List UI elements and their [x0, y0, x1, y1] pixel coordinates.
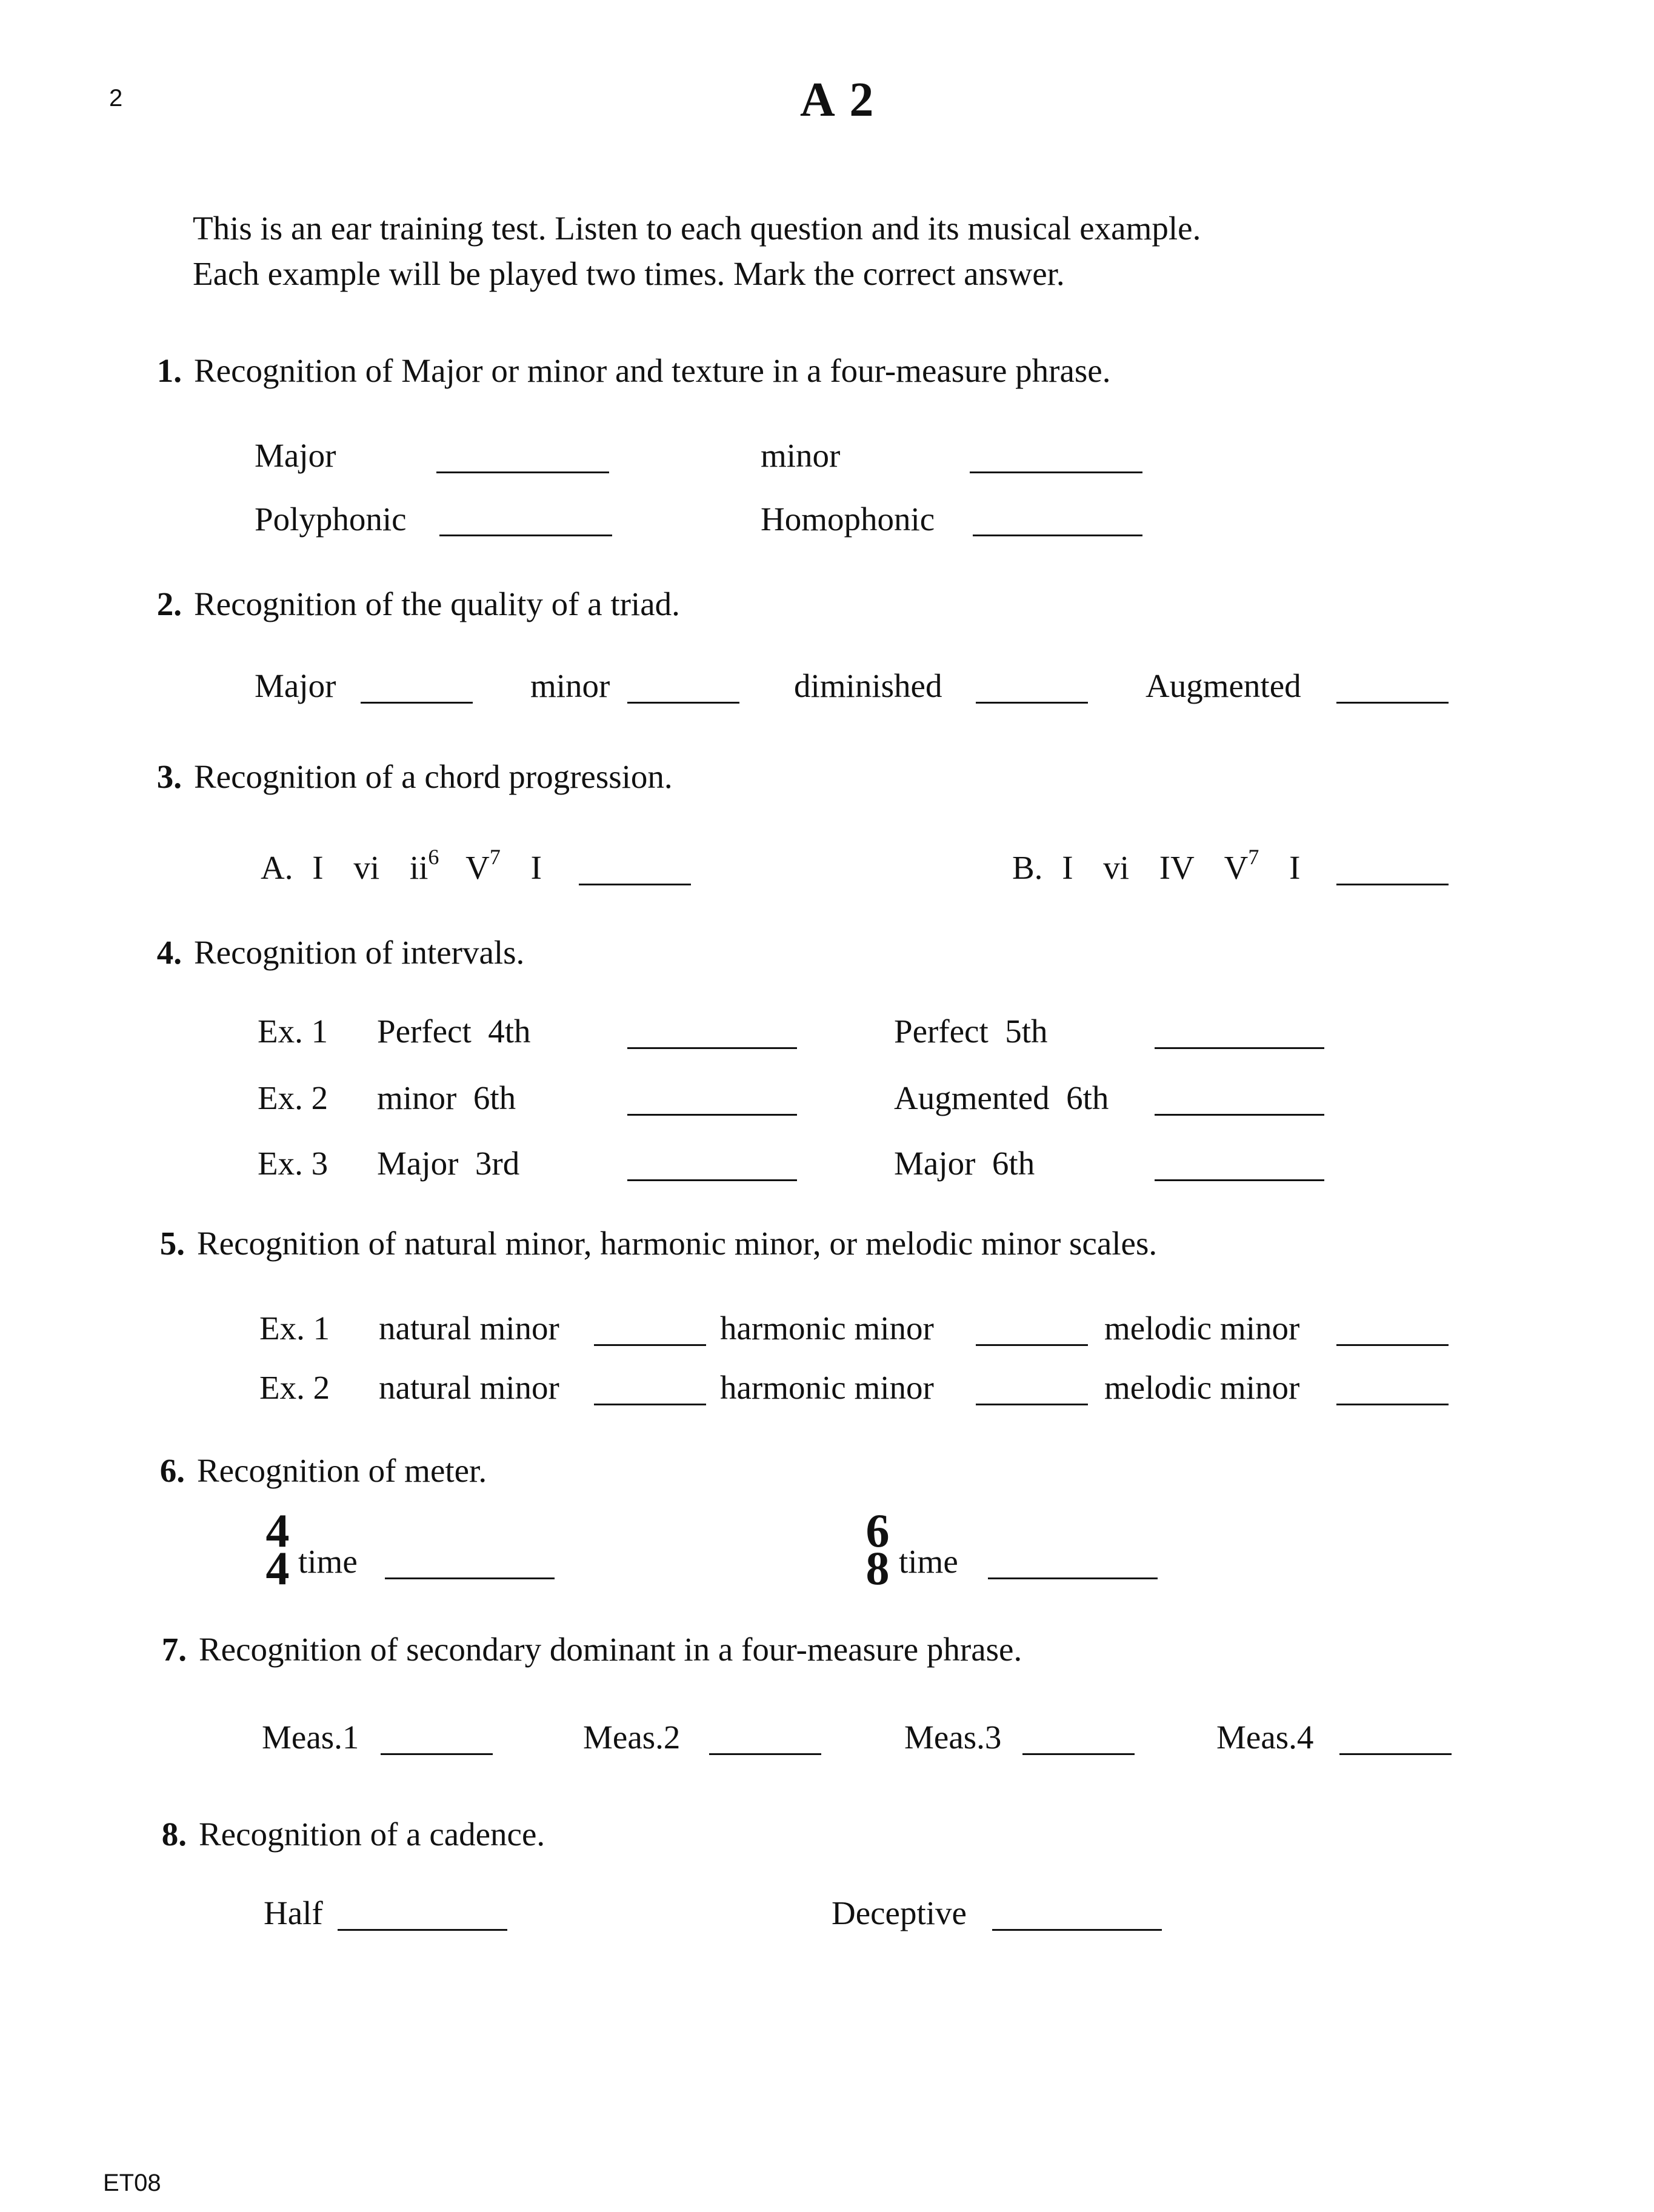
answer-blank[interactable]: [973, 535, 1142, 536]
page-title: A 2: [800, 73, 876, 127]
question-text: Recognition of natural minor, harmonic minor, or melodic minor scales.: [197, 1225, 1158, 1262]
chord: I: [530, 849, 542, 886]
answer-blank[interactable]: [1336, 884, 1449, 885]
option-label: Augmented: [1145, 667, 1301, 704]
chord: IV: [1159, 849, 1194, 886]
answer-blank[interactable]: [439, 535, 612, 536]
option-label: Meas.3: [904, 1719, 1002, 1756]
scale-option: harmonic minor: [720, 1310, 934, 1347]
answer-blank[interactable]: [992, 1929, 1162, 1931]
chord: I: [1289, 849, 1301, 886]
answer-blank[interactable]: [436, 471, 609, 473]
question-number: 3.: [156, 758, 182, 795]
option-label: Meas.1: [262, 1719, 359, 1756]
answer-blank[interactable]: [385, 1577, 555, 1579]
time-signature-4-4: [259, 1504, 296, 1594]
question-text: Recognition of secondary dominant in a four-measure phrase.: [199, 1631, 1022, 1668]
option-label: minor: [761, 437, 841, 474]
answer-blank[interactable]: [1339, 1753, 1452, 1755]
answer-blank[interactable]: [627, 1179, 797, 1181]
example-label: Ex. 2: [259, 1369, 330, 1406]
question-text: Recognition of intervals.: [194, 934, 525, 971]
scale-option: harmonic minor: [720, 1369, 934, 1406]
answer-blank[interactable]: [338, 1929, 507, 1931]
question-number: 7.: [161, 1631, 187, 1668]
scale-option: natural minor: [379, 1369, 559, 1406]
chord: $V^7$: [465, 845, 501, 886]
question-number: 8.: [161, 1816, 187, 1853]
chord: I: [312, 849, 324, 886]
answer-blank[interactable]: [381, 1753, 493, 1755]
chord: $V^7$: [1224, 845, 1259, 886]
answer-blank[interactable]: [988, 1577, 1158, 1579]
time-signature-bottom: 4: [265, 1542, 290, 1594]
interval-option: Augmented 6th: [894, 1079, 1109, 1116]
answer-blank[interactable]: [970, 471, 1142, 473]
interval-option: Perfect 5th: [894, 1013, 1048, 1050]
answer-blank[interactable]: [594, 1344, 706, 1346]
answer-blank[interactable]: [1155, 1047, 1324, 1049]
example-label: Ex. 1: [259, 1310, 330, 1347]
answer-blank[interactable]: [1336, 702, 1449, 704]
time-signature-top: 4: [265, 1504, 290, 1557]
answer-blank[interactable]: [976, 1344, 1088, 1346]
meter-label: time: [899, 1543, 958, 1580]
chord: vi: [353, 849, 380, 886]
option-label: Deceptive: [832, 1894, 967, 1931]
question-3: [127, 758, 673, 796]
interval-option: Major 3rd: [377, 1145, 520, 1182]
option-label: Half: [264, 1894, 323, 1931]
answer-blank[interactable]: [1336, 1404, 1449, 1405]
scale-option: natural minor: [379, 1310, 559, 1347]
progression-label: A.: [261, 849, 293, 886]
time-signature-top: 6: [865, 1504, 890, 1557]
question-text: Recognition of meter.: [197, 1452, 487, 1489]
progression-b: [1012, 845, 1301, 887]
interval-option: Perfect 4th: [377, 1013, 531, 1050]
question-7: [132, 1630, 1022, 1668]
option-label: diminished: [794, 667, 942, 704]
footer-code: ET08: [103, 2170, 161, 2196]
page-number: 2: [109, 85, 123, 112]
question-number: 1.: [156, 352, 182, 389]
option-label: Homophonic: [761, 501, 935, 538]
option-label: Polyphonic: [255, 501, 407, 538]
scale-option: melodic minor: [1104, 1369, 1300, 1406]
question-1: [127, 351, 1110, 390]
question-8: [132, 1815, 545, 1853]
question-number: 5.: [159, 1225, 185, 1262]
example-label: Ex. 3: [258, 1145, 328, 1182]
option-label: Major: [255, 667, 336, 704]
answer-blank[interactable]: [1336, 1344, 1449, 1346]
option-label: Major: [255, 437, 336, 474]
answer-blank[interactable]: [594, 1404, 706, 1405]
scale-option: melodic minor: [1104, 1310, 1300, 1347]
question-text: Recognition of Major or minor and texture in a four-measure phrase.: [194, 352, 1111, 389]
question-text: Recognition of a chord progression.: [194, 758, 673, 795]
option-label: Meas.4: [1216, 1719, 1314, 1756]
answer-blank[interactable]: [976, 702, 1088, 704]
question-text: Recognition of the quality of a triad.: [194, 585, 680, 622]
question-5: [130, 1224, 1157, 1262]
option-label: Meas.2: [583, 1719, 681, 1756]
progression-a: [261, 845, 542, 887]
progression-label: B.: [1012, 849, 1043, 886]
intro-line-2: Each example will be played two times. Mark the correct answer.: [193, 255, 1065, 292]
answer-blank[interactable]: [627, 1114, 797, 1116]
meter-label: time: [298, 1543, 358, 1580]
question-number: 6.: [159, 1452, 185, 1489]
time-signature-bottom: 8: [865, 1542, 890, 1594]
answer-blank[interactable]: [579, 884, 691, 885]
answer-blank[interactable]: [1022, 1753, 1135, 1755]
chord: $ii^6$: [409, 845, 439, 886]
answer-blank[interactable]: [709, 1753, 821, 1755]
example-label: Ex. 1: [258, 1013, 328, 1050]
question-2: [127, 585, 680, 623]
chord: I: [1062, 849, 1073, 886]
interval-option: Major 6th: [894, 1145, 1035, 1182]
answer-blank[interactable]: [976, 1404, 1088, 1405]
time-signature-6-8: [859, 1504, 896, 1594]
intro-line-1: This is an ear training test. Listen to each question and its musical example.: [193, 210, 1201, 247]
answer-blank[interactable]: [627, 1047, 797, 1049]
question-6: [130, 1451, 487, 1490]
answer-blank[interactable]: [627, 702, 739, 704]
chord: vi: [1103, 849, 1130, 886]
question-number: 2.: [156, 585, 182, 622]
interval-option: minor 6th: [377, 1079, 516, 1116]
answer-blank[interactable]: [1155, 1179, 1324, 1181]
question-text: Recognition of a cadence.: [199, 1816, 545, 1853]
question-4: [127, 933, 524, 971]
answer-blank[interactable]: [1155, 1114, 1324, 1116]
answer-blank[interactable]: [361, 702, 473, 704]
question-number: 4.: [156, 934, 182, 971]
option-label: minor: [530, 667, 610, 704]
example-label: Ex. 2: [258, 1079, 328, 1116]
